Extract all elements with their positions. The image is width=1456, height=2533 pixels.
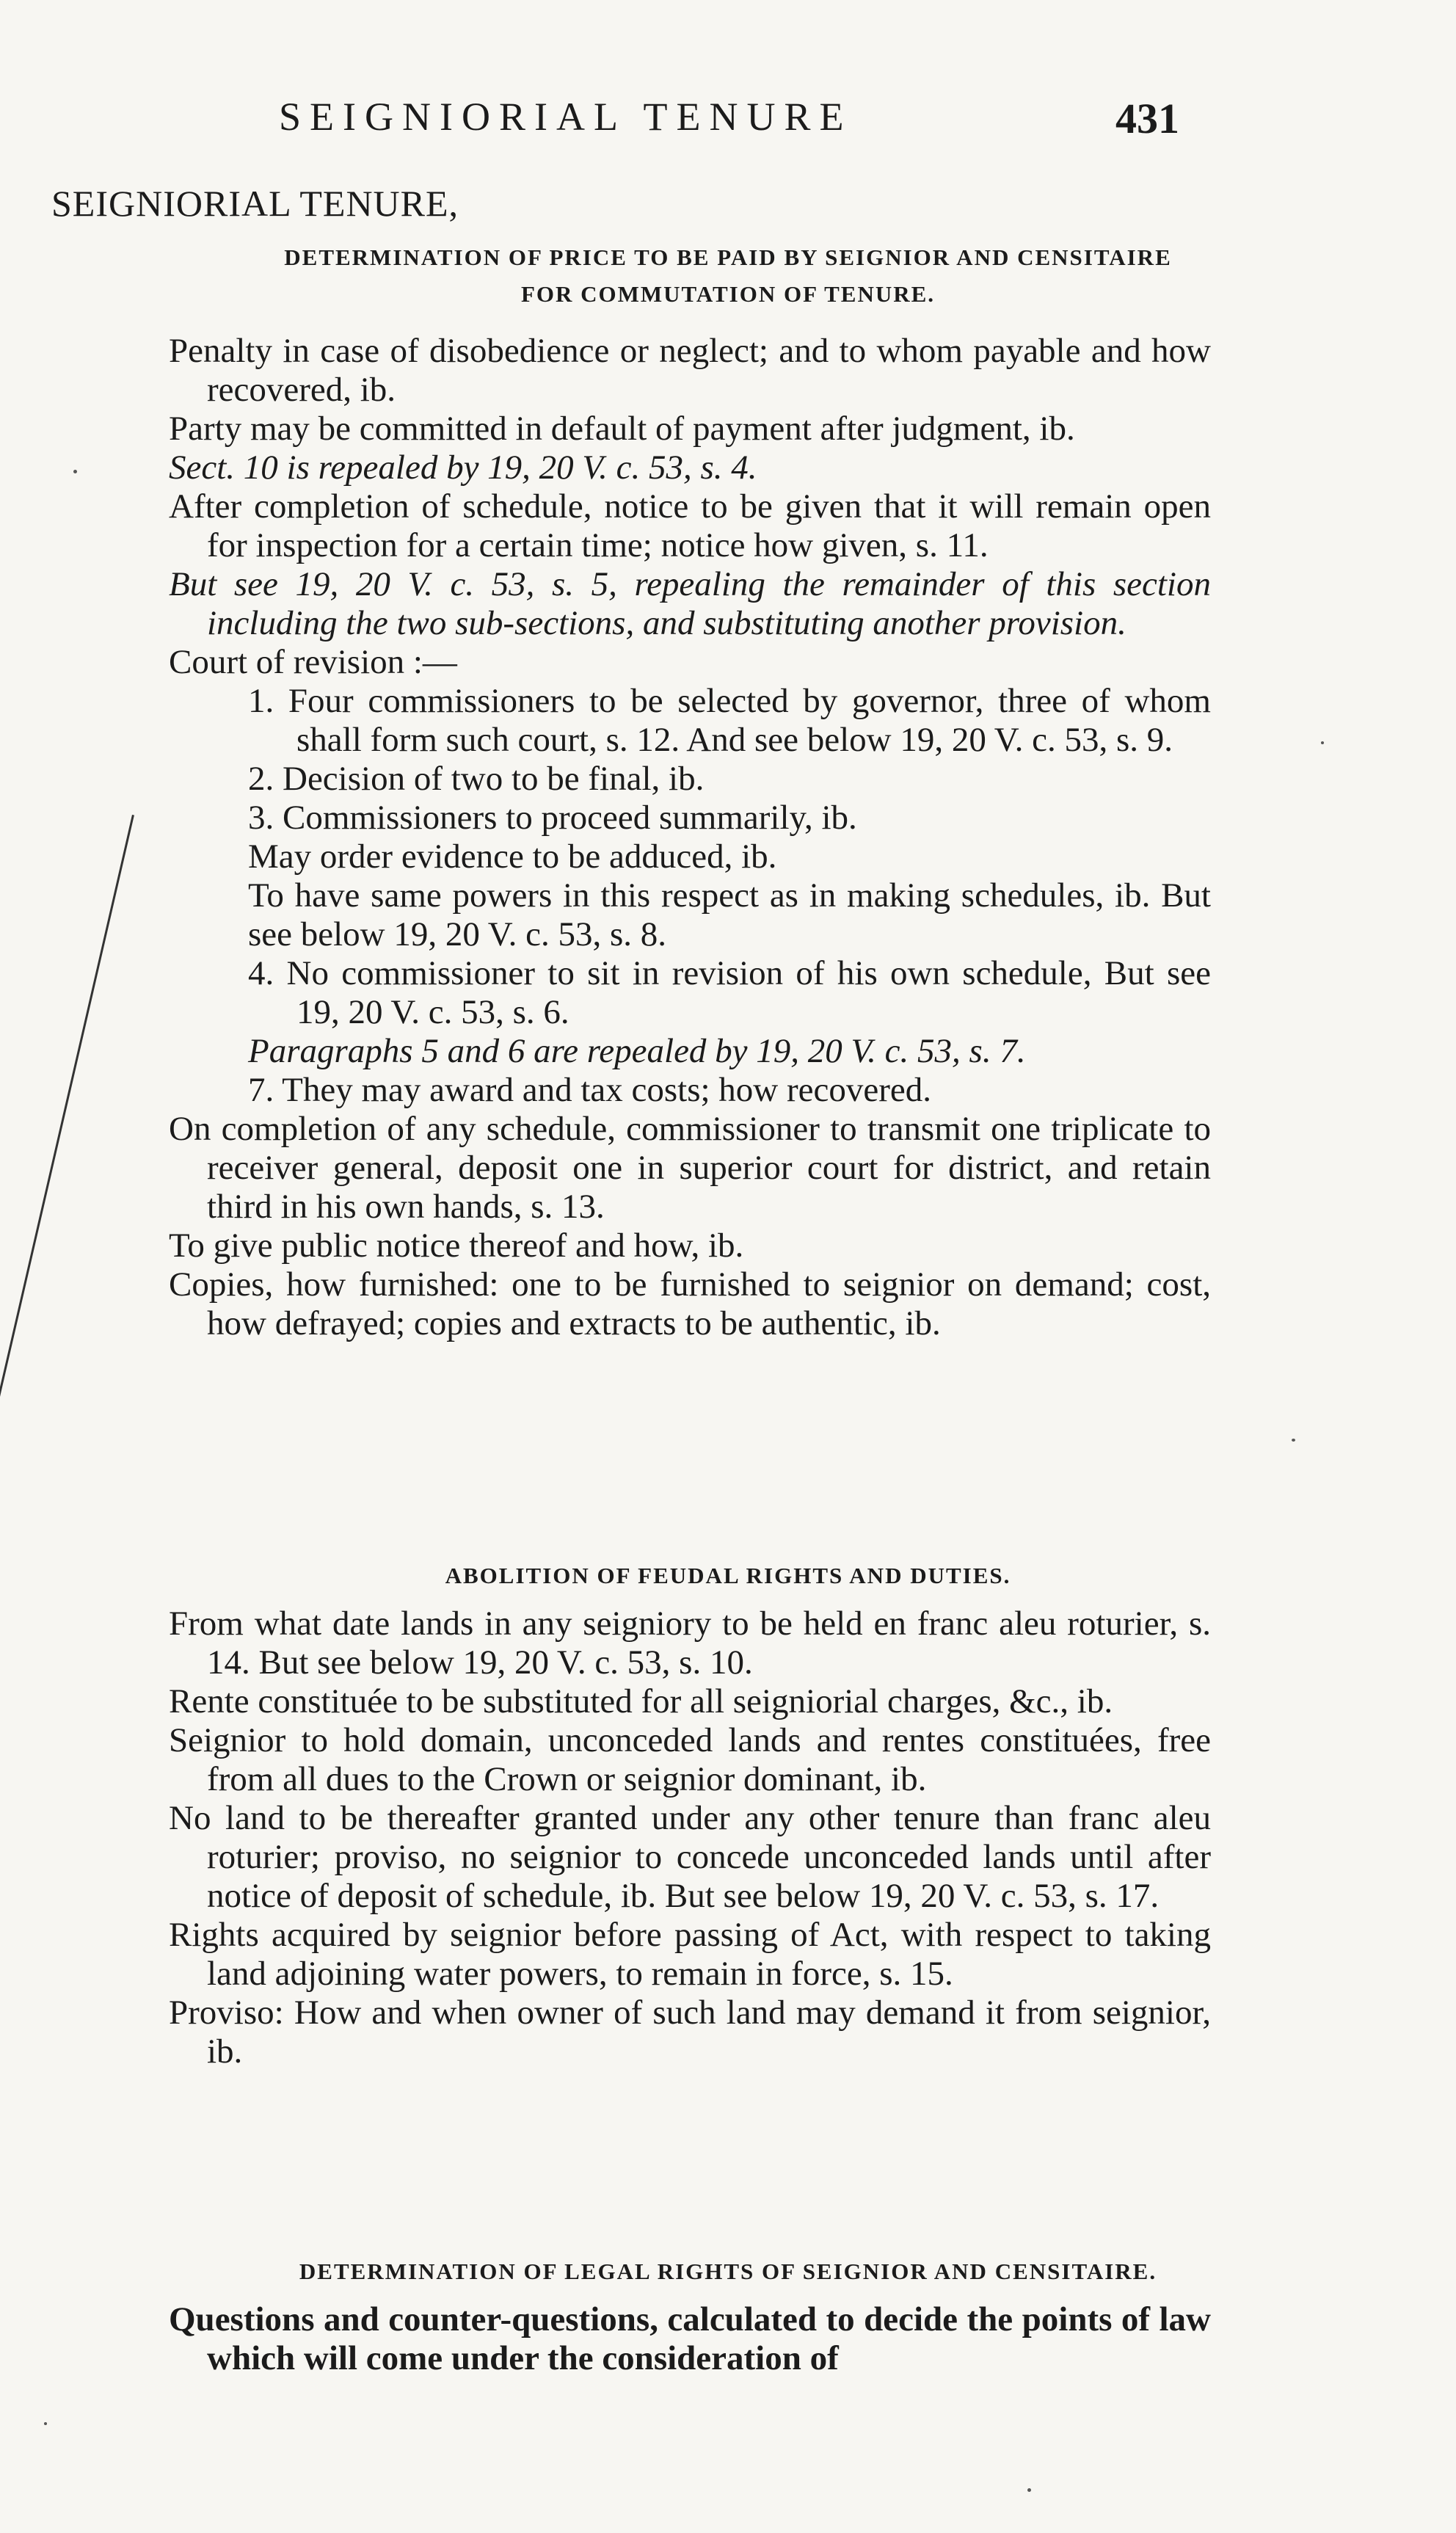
paragraph-proviso-owner: Proviso: How and when owner of such land may demand it from seignior, ib. [169,1994,1211,2071]
section-heading-commutation-line-1: DETERMINATION OF PRICE TO BE PAID BY SEIGNIOR AND CENSITAIRE [284,244,1172,270]
running-title: SEIGNIORIAL TENURE [279,95,853,139]
paragraph-questions: Questions and counter-questions, calculated to decide the points of law which will come under the consideration of [169,2300,1211,2377]
paragraph-court-of-revision: Court of revision :— [169,643,457,681]
abolition-body [169,1605,1211,2071]
paragraph-no-land-granted: No land to be thereafter granted under any other tenure than franc aleu roturier; proviso, no seignior to concede unconceded lands until after notice of deposit of schedule, ib. But see below 19, 20 V. c. 53, s. 17. [169,1799,1211,1915]
ink-speck [44,2422,47,2425]
commutation-body [169,332,1211,1343]
ink-speck [1292,1439,1295,1442]
paragraph-committed: Party may be committed in default of payment after judgment, ib. [169,410,1075,448]
running-head [0,94,1456,153]
ink-speck [1027,2488,1031,2492]
paragraph-copies: Copies, how furnished: one to be furnished to seignior on demand; cost, how defrayed; copies and extracts to be authentic, ib. [169,1265,1211,1342]
item-3-proceed-summarily: 3. Commissioners to proceed summarily, ib. [248,799,857,837]
section-heading-abolition: ABOLITION OF FEUDAL RIGHTS AND DUTIES. [445,1563,1011,1588]
paragraphs-5-6-repealed: Paragraphs 5 and 6 are repealed by 19, 20 V. c. 53, s. 7. [248,1032,1026,1070]
ink-speck [1321,741,1324,744]
item-3-same-powers: To have same powers in this respect as in making schedules, ib. But see below 19, 20 V. c. 53, s. 8. [248,876,1211,953]
paragraph-franc-aleu: From what date lands in any seigniory to be held en franc aleu roturier, s. 14. But see below 19, 20 V. c. 53, s. 10. [169,1605,1211,1682]
legal-rights-body [169,2300,1211,2378]
paragraph-but-see-repealing: But see 19, 20 V. c. 53, s. 5, repealing the remainder of this section including the two sub-sections, and substituting another provision. [169,565,1211,642]
item-2-decision-final: 2. Decision of two to be final, ib. [248,760,705,798]
ink-speck [73,470,77,473]
paragraph-schedule-notice: After completion of schedule, notice to be given that it will remain open for inspection for a certain time; notice how given, s. 11. [169,487,1211,564]
paragraph-penalty: Penalty in case of disobedience or neglect; and to whom payable and how recovered, ib. [169,332,1211,409]
item-1-four-commissioners: 1. Four commissioners to be selected by governor, three of whom shall form such court, s. 12. And see below 19, 20 V. c. 53, s. 9. [248,682,1211,759]
item-7-award-costs: 7. They may award and tax costs; how recovered. [248,1071,931,1109]
item-4-own-schedule: 4. No commissioner to sit in revision of his own schedule, But see 19, 20 V. c. 53, s. 6. [248,954,1211,1031]
paragraph-public-notice: To give public notice thereof and how, ib. [169,1226,744,1265]
paragraph-sect-10-repealed: Sect. 10 is repealed by 19, 20 V. c. 53, s. 4. [169,448,757,487]
item-3-order-evidence: May order evidence to be adduced, ib. [248,837,777,876]
section-heading-commutation-line-2: FOR COMMUTATION OF TENURE. [520,281,936,307]
paragraph-seignior-domain: Seignior to hold domain, unconceded lands and rentes constituées, free from all dues to the Crown or seignior dominant, ib. [169,1721,1211,1798]
paragraph-rights-water-powers: Rights acquired by seignior before passing of Act, with respect to taking land adjoining water powers, to remain in force, s. 15. [169,1916,1211,1993]
page-number: 431 [1115,95,1179,142]
paragraph-rente-constituee: Rente constituée to be substituted for all seigniorial charges, &c., ib. [169,1682,1113,1720]
paragraph-completion-triplicate: On completion of any schedule, commissioner to transmit one triplicate to receiver general, deposit one in superior court for district, and retain third in his own hands, s. 13. [169,1110,1211,1226]
section-heading-legal-rights: DETERMINATION OF LEGAL RIGHTS OF SEIGNIOR AND CENSITAIRE. [299,2258,1157,2284]
entry-heading: SEIGNIORIAL TENURE, [51,183,459,224]
